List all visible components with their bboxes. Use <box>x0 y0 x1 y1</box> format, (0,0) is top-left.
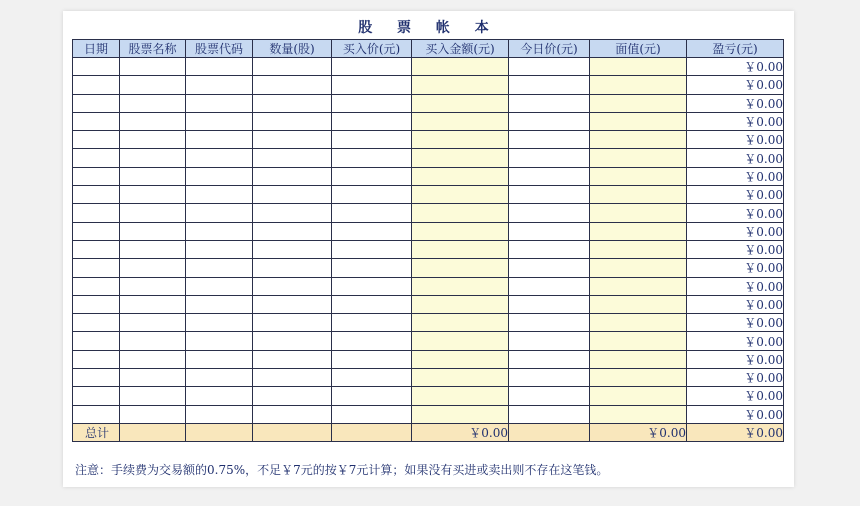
cell-stock-code[interactable] <box>186 76 253 94</box>
cell-quantity[interactable] <box>253 76 332 94</box>
col-header-profit[interactable]: 盈亏(元) <box>687 40 784 58</box>
cell-stock-code[interactable] <box>186 222 253 240</box>
cell-date[interactable] <box>73 186 120 204</box>
table-row <box>73 131 784 149</box>
cell-date[interactable] <box>73 332 120 350</box>
cell-date[interactable] <box>73 295 120 313</box>
cell-date[interactable] <box>73 167 120 185</box>
col-header-buy-price[interactable]: 买入价(元) <box>332 40 412 58</box>
cell-profit[interactable]: ￥0.00 <box>687 76 784 94</box>
total-face-value[interactable]: ￥0.00 <box>590 423 687 441</box>
cell-face-value[interactable] <box>590 94 687 112</box>
cell-buy-price[interactable] <box>332 350 412 368</box>
stock-ledger-table <box>72 39 784 442</box>
cell-buy-amount[interactable] <box>412 76 509 94</box>
cell-quantity[interactable] <box>253 149 332 167</box>
cell-date[interactable] <box>73 94 120 112</box>
cell-date[interactable] <box>73 131 120 149</box>
cell-stock-code[interactable] <box>186 112 253 130</box>
cell-profit[interactable]: ￥0.00 <box>687 332 784 350</box>
table-row <box>73 295 784 313</box>
cell-stock-name[interactable] <box>120 277 186 295</box>
cell-face-value[interactable] <box>590 76 687 94</box>
table-row <box>73 149 784 167</box>
table-row <box>73 186 784 204</box>
cell-stock-code[interactable] <box>186 240 253 258</box>
cell-date[interactable] <box>73 112 120 130</box>
cell-face-value[interactable] <box>590 204 687 222</box>
cell-buy-amount[interactable] <box>412 94 509 112</box>
cell-quantity[interactable] <box>253 131 332 149</box>
cell-buy-amount[interactable] <box>412 405 509 423</box>
cell-quantity[interactable] <box>253 112 332 130</box>
cell-date[interactable] <box>73 204 120 222</box>
cell-profit[interactable]: ￥0.00 <box>687 314 784 332</box>
cell-face-value[interactable] <box>590 405 687 423</box>
total-cell[interactable] <box>253 423 332 441</box>
cell-buy-price[interactable] <box>332 94 412 112</box>
cell-today-price[interactable] <box>509 332 590 350</box>
cell-date[interactable] <box>73 369 120 387</box>
cell-buy-price[interactable] <box>332 295 412 313</box>
cell-quantity[interactable] <box>253 167 332 185</box>
col-header-stock-name[interactable]: 股票名称 <box>120 40 186 58</box>
cell-stock-name[interactable] <box>120 186 186 204</box>
cell-buy-price[interactable] <box>332 314 412 332</box>
table-row <box>73 204 784 222</box>
cell-face-value[interactable] <box>590 332 687 350</box>
cell-profit[interactable]: ￥0.00 <box>687 204 784 222</box>
cell-profit[interactable]: ￥0.00 <box>687 387 784 405</box>
cell-stock-name[interactable] <box>120 240 186 258</box>
cell-quantity[interactable] <box>253 332 332 350</box>
cell-buy-price[interactable] <box>332 240 412 258</box>
cell-profit[interactable]: ￥0.00 <box>687 369 784 387</box>
cell-face-value[interactable] <box>590 369 687 387</box>
cell-buy-amount[interactable] <box>412 295 509 313</box>
cell-today-price[interactable] <box>509 259 590 277</box>
table-row <box>73 112 784 130</box>
total-buy-amount[interactable]: ￥0.00 <box>412 423 509 441</box>
table-row <box>73 259 784 277</box>
cell-quantity[interactable] <box>253 94 332 112</box>
cell-face-value[interactable] <box>590 112 687 130</box>
cell-buy-amount[interactable] <box>412 259 509 277</box>
table-row <box>73 240 784 258</box>
cell-face-value[interactable] <box>590 149 687 167</box>
cell-profit[interactable]: ￥0.00 <box>687 240 784 258</box>
cell-face-value[interactable] <box>590 58 687 76</box>
cell-stock-code[interactable] <box>186 387 253 405</box>
sheet-title: 股 票 帐 本 <box>358 20 499 36</box>
footnote: 注意：手续费为交易额的0.75%，不足￥7元的按￥7元计算；如果没有买进或卖出则不存在这笔钱。 <box>75 463 609 477</box>
table-row <box>73 332 784 350</box>
total-cell[interactable] <box>509 423 590 441</box>
table-row <box>73 277 784 295</box>
table-row <box>73 405 784 423</box>
cell-date[interactable] <box>73 314 120 332</box>
cell-today-price[interactable] <box>509 314 590 332</box>
cell-buy-price[interactable] <box>332 112 412 130</box>
cell-buy-price[interactable] <box>332 332 412 350</box>
cell-profit[interactable]: ￥0.00 <box>687 222 784 240</box>
cell-stock-name[interactable] <box>120 167 186 185</box>
cell-profit[interactable]: ￥0.00 <box>687 58 784 76</box>
cell-quantity[interactable] <box>253 369 332 387</box>
cell-stock-code[interactable] <box>186 369 253 387</box>
header-row <box>73 40 784 58</box>
table-row <box>73 350 784 368</box>
cell-profit[interactable]: ￥0.00 <box>687 186 784 204</box>
cell-face-value[interactable] <box>590 314 687 332</box>
cell-today-price[interactable] <box>509 277 590 295</box>
cell-buy-price[interactable] <box>332 131 412 149</box>
total-label[interactable]: 总计 <box>73 423 120 441</box>
cell-buy-price[interactable] <box>332 76 412 94</box>
cell-quantity[interactable] <box>253 240 332 258</box>
cell-profit[interactable]: ￥0.00 <box>687 149 784 167</box>
cell-buy-amount[interactable] <box>412 131 509 149</box>
cell-stock-code[interactable] <box>186 405 253 423</box>
table-row <box>73 58 784 76</box>
cell-stock-code[interactable] <box>186 350 253 368</box>
cell-buy-price[interactable] <box>332 277 412 295</box>
cell-quantity[interactable] <box>253 277 332 295</box>
cell-stock-code[interactable] <box>186 149 253 167</box>
cell-buy-amount[interactable] <box>412 369 509 387</box>
total-profit[interactable]: ￥0.00 <box>687 423 784 441</box>
cell-buy-amount[interactable] <box>412 277 509 295</box>
cell-stock-name[interactable] <box>120 222 186 240</box>
cell-buy-price[interactable] <box>332 222 412 240</box>
cell-stock-name[interactable] <box>120 204 186 222</box>
col-header-stock-code[interactable]: 股票代码 <box>186 40 253 58</box>
cell-stock-name[interactable] <box>120 112 186 130</box>
cell-stock-name[interactable] <box>120 332 186 350</box>
cell-date[interactable] <box>73 58 120 76</box>
total-cell[interactable] <box>332 423 412 441</box>
cell-quantity[interactable] <box>253 186 332 204</box>
table-row <box>73 76 784 94</box>
cell-buy-price[interactable] <box>332 387 412 405</box>
cell-buy-amount[interactable] <box>412 58 509 76</box>
cell-stock-name[interactable] <box>120 405 186 423</box>
cell-profit[interactable]: ￥0.00 <box>687 350 784 368</box>
cell-buy-price[interactable] <box>332 149 412 167</box>
cell-today-price[interactable] <box>509 58 590 76</box>
cell-stock-code[interactable] <box>186 259 253 277</box>
cell-buy-amount[interactable] <box>412 222 509 240</box>
table-row <box>73 387 784 405</box>
cell-date[interactable] <box>73 222 120 240</box>
cell-face-value[interactable] <box>590 131 687 149</box>
cell-stock-code[interactable] <box>186 58 253 76</box>
total-row <box>73 423 784 441</box>
cell-stock-name[interactable] <box>120 387 186 405</box>
cell-buy-amount[interactable] <box>412 314 509 332</box>
cell-stock-name[interactable] <box>120 76 186 94</box>
cell-face-value[interactable] <box>590 277 687 295</box>
col-header-buy-amount[interactable]: 买入金额(元) <box>412 40 509 58</box>
cell-buy-amount[interactable] <box>412 240 509 258</box>
col-header-date[interactable]: 日期 <box>73 40 120 58</box>
cell-buy-price[interactable] <box>332 259 412 277</box>
cell-face-value[interactable] <box>590 222 687 240</box>
cell-today-price[interactable] <box>509 350 590 368</box>
cell-today-price[interactable] <box>509 131 590 149</box>
cell-profit[interactable]: ￥0.00 <box>687 131 784 149</box>
cell-buy-price[interactable] <box>332 204 412 222</box>
cell-quantity[interactable] <box>253 295 332 313</box>
cell-today-price[interactable] <box>509 149 590 167</box>
table-row <box>73 369 784 387</box>
cell-today-price[interactable] <box>509 240 590 258</box>
cell-date[interactable] <box>73 240 120 258</box>
cell-today-price[interactable] <box>509 222 590 240</box>
cell-today-price[interactable] <box>509 186 590 204</box>
cell-today-price[interactable] <box>509 387 590 405</box>
cell-stock-code[interactable] <box>186 186 253 204</box>
cell-stock-name[interactable] <box>120 131 186 149</box>
cell-stock-code[interactable] <box>186 204 253 222</box>
cell-stock-code[interactable] <box>186 314 253 332</box>
cell-buy-price[interactable] <box>332 405 412 423</box>
cell-profit[interactable]: ￥0.00 <box>687 94 784 112</box>
cell-date[interactable] <box>73 259 120 277</box>
cell-profit[interactable]: ￥0.00 <box>687 167 784 185</box>
cell-profit[interactable]: ￥0.00 <box>687 405 784 423</box>
cell-buy-price[interactable] <box>332 369 412 387</box>
cell-buy-price[interactable] <box>332 167 412 185</box>
cell-quantity[interactable] <box>253 204 332 222</box>
cell-profit[interactable]: ￥0.00 <box>687 295 784 313</box>
cell-date[interactable] <box>73 350 120 368</box>
cell-date[interactable] <box>73 76 120 94</box>
cell-date[interactable] <box>73 405 120 423</box>
cell-date[interactable] <box>73 387 120 405</box>
cell-stock-name[interactable] <box>120 369 186 387</box>
cell-face-value[interactable] <box>590 259 687 277</box>
cell-stock-name[interactable] <box>120 94 186 112</box>
ledger-sheet <box>63 11 794 487</box>
cell-buy-amount[interactable] <box>412 350 509 368</box>
cell-face-value[interactable] <box>590 240 687 258</box>
table-row <box>73 222 784 240</box>
table-row <box>73 314 784 332</box>
cell-buy-amount[interactable] <box>412 186 509 204</box>
cell-face-value[interactable] <box>590 387 687 405</box>
cell-buy-amount[interactable] <box>412 387 509 405</box>
cell-today-price[interactable] <box>509 112 590 130</box>
cell-face-value[interactable] <box>590 186 687 204</box>
cell-stock-name[interactable] <box>120 350 186 368</box>
cell-profit[interactable]: ￥0.00 <box>687 112 784 130</box>
col-header-face-value[interactable]: 面值(元) <box>590 40 687 58</box>
cell-profit[interactable]: ￥0.00 <box>687 277 784 295</box>
cell-stock-code[interactable] <box>186 277 253 295</box>
cell-quantity[interactable] <box>253 58 332 76</box>
cell-stock-code[interactable] <box>186 167 253 185</box>
cell-buy-price[interactable] <box>332 186 412 204</box>
cell-today-price[interactable] <box>509 369 590 387</box>
cell-stock-name[interactable] <box>120 259 186 277</box>
cell-today-price[interactable] <box>509 405 590 423</box>
cell-stock-code[interactable] <box>186 332 253 350</box>
cell-buy-amount[interactable] <box>412 112 509 130</box>
cell-today-price[interactable] <box>509 76 590 94</box>
cell-quantity[interactable] <box>253 405 332 423</box>
cell-buy-price[interactable] <box>332 58 412 76</box>
cell-stock-name[interactable] <box>120 149 186 167</box>
cell-quantity[interactable] <box>253 314 332 332</box>
cell-buy-amount[interactable] <box>412 167 509 185</box>
col-header-quantity[interactable]: 数量(股) <box>253 40 332 58</box>
cell-stock-name[interactable] <box>120 58 186 76</box>
cell-stock-name[interactable] <box>120 295 186 313</box>
cell-buy-amount[interactable] <box>412 204 509 222</box>
table-row <box>73 94 784 112</box>
cell-date[interactable] <box>73 149 120 167</box>
cell-buy-amount[interactable] <box>412 332 509 350</box>
total-cell[interactable] <box>120 423 186 441</box>
col-header-today-price[interactable]: 今日价(元) <box>509 40 590 58</box>
cell-today-price[interactable] <box>509 167 590 185</box>
cell-face-value[interactable] <box>590 295 687 313</box>
cell-face-value[interactable] <box>590 167 687 185</box>
cell-stock-name[interactable] <box>120 314 186 332</box>
cell-stock-code[interactable] <box>186 94 253 112</box>
cell-buy-amount[interactable] <box>412 149 509 167</box>
cell-quantity[interactable] <box>253 259 332 277</box>
cell-quantity[interactable] <box>253 387 332 405</box>
cell-today-price[interactable] <box>509 94 590 112</box>
cell-face-value[interactable] <box>590 350 687 368</box>
total-cell[interactable] <box>186 423 253 441</box>
table-row <box>73 167 784 185</box>
cell-today-price[interactable] <box>509 295 590 313</box>
cell-quantity[interactable] <box>253 350 332 368</box>
cell-profit[interactable]: ￥0.00 <box>687 259 784 277</box>
cell-stock-code[interactable] <box>186 295 253 313</box>
cell-date[interactable] <box>73 277 120 295</box>
cell-stock-code[interactable] <box>186 131 253 149</box>
cell-quantity[interactable] <box>253 222 332 240</box>
cell-today-price[interactable] <box>509 204 590 222</box>
